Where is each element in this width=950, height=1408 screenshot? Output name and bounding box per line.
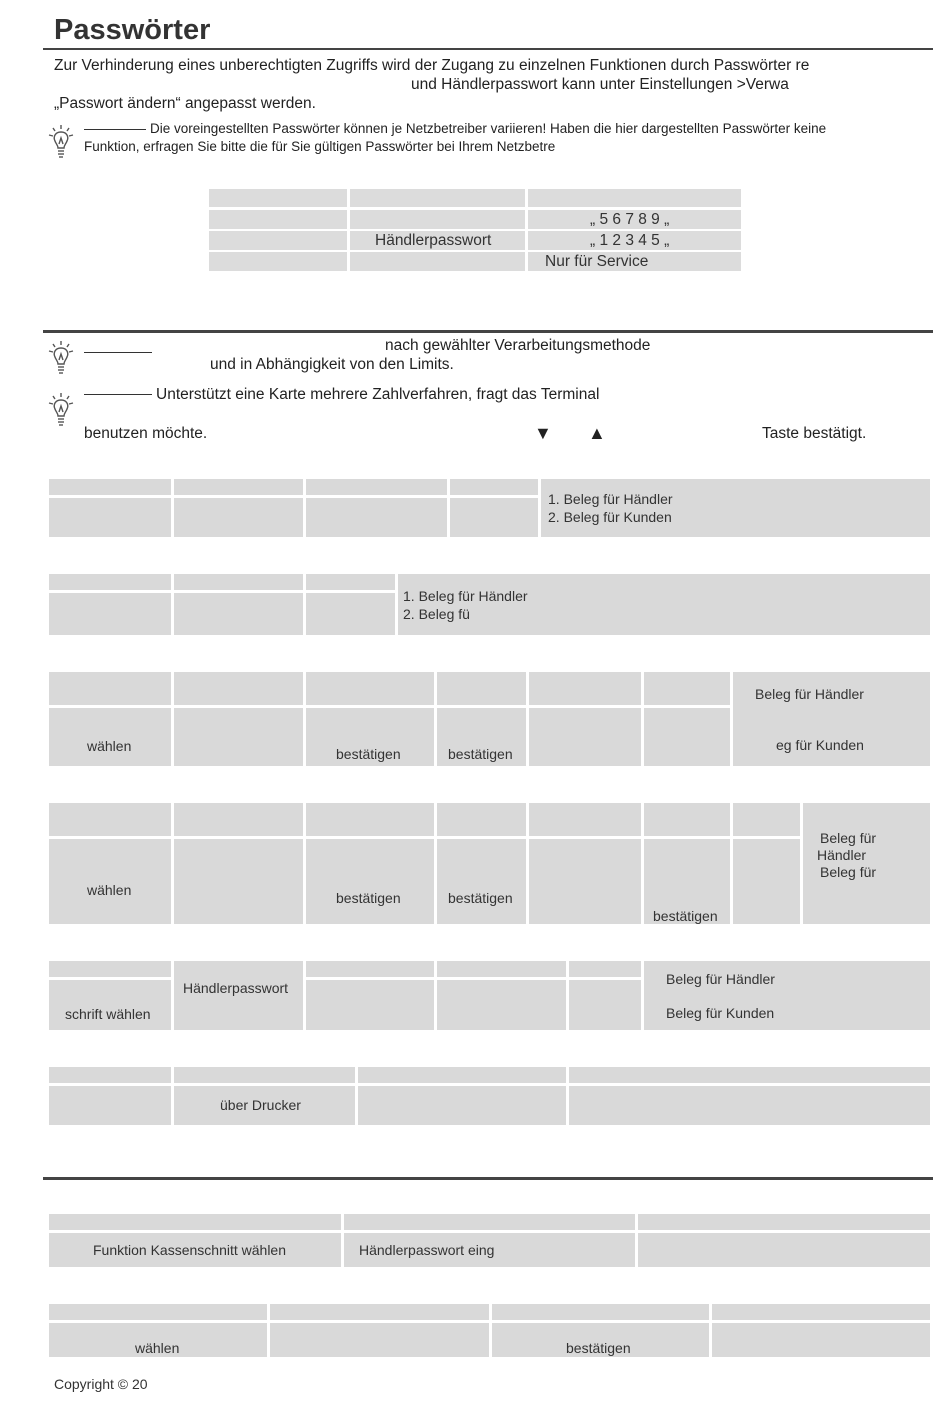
password-table-cell [528,231,741,250]
flow-step-cell [569,1086,930,1125]
flow-step-cell [437,708,526,766]
intro-line-1: Zur Verhinderung eines unberechtigten Zugriffs wird der Zugang zu einzelnen Funktionen durch Passwörter re [54,57,810,74]
flow-step-cell [49,1086,171,1125]
flow-header-cell [270,1304,489,1320]
title-rule [43,48,933,50]
flow-step-cell [644,708,730,766]
flow-step-cell [306,593,395,635]
flow-step-cell [712,1323,930,1357]
flow-header-cell [733,803,800,836]
flow-step-cell [344,1233,635,1267]
note-2-line-1: nach gewählter Verarbeitungsmethode [385,337,651,354]
flow-step-cell [569,980,641,1030]
step-confirm: bestätigen [336,890,401,906]
flow-header-cell [638,1214,930,1230]
receipt-merchant: Beleg für Händler [666,971,775,987]
receipt-merchant: 1. Beleg für Händler [403,588,528,604]
merchant-password-step: Händlerpasswort [183,980,289,996]
note-3-blank [84,394,152,395]
flow-header-cell [529,672,641,705]
flow-receipt-cell [803,803,930,924]
password-table-cell [350,210,525,229]
step-confirm: bestätigen [566,1340,631,1356]
flow-header-cell [49,1067,171,1083]
flow-step-cell [174,593,303,635]
note-1-text: Die voreingestellten Passwörter können je Netzbetreiber variieren! Haben die hier dargestellten Passwörter keine [150,121,827,136]
flow-header-cell [569,961,641,977]
flow-step-cell [529,708,641,766]
flow-header-cell [49,672,171,705]
flow-step-cell [174,839,303,924]
flow-header-cell [49,961,171,977]
password-table-header-cell [350,189,525,207]
flow-header-cell [174,672,303,705]
flow-header-cell [306,574,395,590]
lightbulb-icon [48,340,74,374]
print-step: über Drucker [220,1097,301,1113]
receipt-merchant: Beleg für Händler [755,686,864,702]
flow-header-cell [49,1304,267,1320]
step-confirm: bestätigen [653,908,718,924]
flow-header-cell [306,803,434,836]
flow-header-cell [712,1304,930,1320]
flow-header-cell [344,1214,635,1230]
flow-header-cell [437,672,526,705]
arrow-up-icon: ▲ [588,423,606,443]
flow-step-cell [49,839,171,924]
flow-header-cell [49,1214,341,1230]
flow-step-cell [49,708,171,766]
password-value-2: „ 1 2 3 4 5 „ [590,232,670,249]
note-3-line-2-left: benutzen möchte. [84,425,208,442]
flow-header-cell [492,1304,709,1320]
step-select: schrift wählen [65,1006,151,1022]
section-rule [43,330,933,333]
receipt-merchant: Beleg für [820,830,877,846]
note-1-blank [84,129,146,130]
flow-header-cell [450,479,538,495]
step-confirm: bestätigen [448,890,513,906]
flow-header-cell [49,574,171,590]
receipt-customer: 2. Beleg für Kunden [548,509,672,525]
flow-step-cell [306,980,434,1030]
note-1-line-1 [84,121,826,136]
flow-step-cell [306,839,434,924]
intro-line-2: und Händlerpasswort kann unter Einstellungen >Verwa [411,76,789,93]
flow-step-cell [437,980,566,1030]
copyright: Copyright © 20 [54,1376,148,1392]
receipt-customer: Beleg für [820,864,877,880]
flow-step-cell [644,839,730,924]
flow-step-cell [49,980,171,1030]
flow-receipt-cell [644,961,930,1030]
flow-step-cell [174,708,303,766]
flow-step-cell [733,839,800,924]
flow-step-cell [174,1086,355,1125]
password-table-cell [209,210,347,229]
flow-header-cell [306,961,434,977]
receipt-merchant: 1. Beleg für Händler [548,491,673,507]
flow-step-cell [49,498,171,537]
section-rule [43,1177,933,1180]
flow-receipt-cell [398,574,930,635]
flow-header-cell [306,479,447,495]
step-select: wählen [87,738,132,754]
flow-step-cell [450,498,538,537]
receipt-customer: 2. Beleg fü [403,606,470,622]
flow-header-cell [49,803,171,836]
flow-step-cell [270,1323,489,1357]
flow-header-cell [644,672,730,705]
lightbulb-icon [48,124,74,158]
flow-step-cell [638,1233,930,1267]
cash-cut-step: Funktion Kassenschnitt wählen [93,1242,286,1258]
note-2-blank [84,352,152,353]
password-table-cell [209,231,347,250]
receipt-customer: Beleg für Kunden [666,1005,775,1021]
password-value-1: „ 5 6 7 8 9 „ [590,211,670,228]
flow-step-cell [437,839,526,924]
flow-header-cell [529,803,641,836]
receipt-customer: eg für Kunden [776,737,864,753]
flow-header-cell [306,672,434,705]
receipt-merchant-cont: Händler [817,847,867,863]
page-title: Passwörter [54,14,211,46]
flow-header-cell [437,961,566,977]
flow-step-cell [49,1233,341,1267]
merchant-password-step: Händlerpasswort eing [359,1242,495,1258]
flow-header-cell [49,479,171,495]
arrow-down-icon: ▼ [534,423,552,443]
flow-header-cell [174,574,303,590]
flow-step-cell [174,961,303,1030]
flow-step-cell [358,1086,566,1125]
service-password-label: Nur für Service [545,253,649,270]
flow-header-cell [174,803,303,836]
flow-header-cell [174,1067,355,1083]
password-table-cell [528,252,741,271]
flow-step-cell [174,498,303,537]
password-table-cell [350,252,525,271]
note-3-line-2-right: Taste bestätigt. [762,425,867,442]
flow-step-cell [306,708,434,766]
flow-receipt-cell [733,672,930,766]
step-confirm: bestätigen [336,746,401,762]
step-select: wählen [135,1340,180,1356]
flow-header-cell [644,803,730,836]
flow-header-cell [174,479,303,495]
flow-step-cell [529,839,641,924]
note-2-line-2: und in Abhängigkeit von den Limits. [210,356,454,373]
password-table-cell [350,231,525,250]
flow-header-cell [358,1067,566,1083]
flow-header-cell [437,803,526,836]
note-3-line-1 [84,386,599,404]
intro-line-3: „Passwort ändern“ angepasst werden. [54,95,316,112]
flow-receipt-cell [541,479,930,537]
note-3-text: Unterstützt eine Karte mehrere Zahlverfahren, fragt das Terminal [156,386,600,403]
password-table-cell [528,210,741,229]
note-1-line-2: Funktion, erfragen Sie bitte die für Sie gültigen Passwörter bei Ihrem Netzbetre [84,139,556,154]
step-select: wählen [87,882,132,898]
flow-step-cell [492,1323,709,1357]
flow-step-cell [306,498,447,537]
flow-step-cell [49,593,171,635]
flow-header-cell [569,1067,930,1083]
step-confirm: bestätigen [448,746,513,762]
password-table-cell [209,252,347,271]
lightbulb-icon [48,392,74,426]
password-table-header-cell [209,189,347,207]
password-table-header-cell [528,189,741,207]
merchant-password-label: Händlerpasswort [375,232,492,249]
flow-step-cell [49,1323,267,1357]
